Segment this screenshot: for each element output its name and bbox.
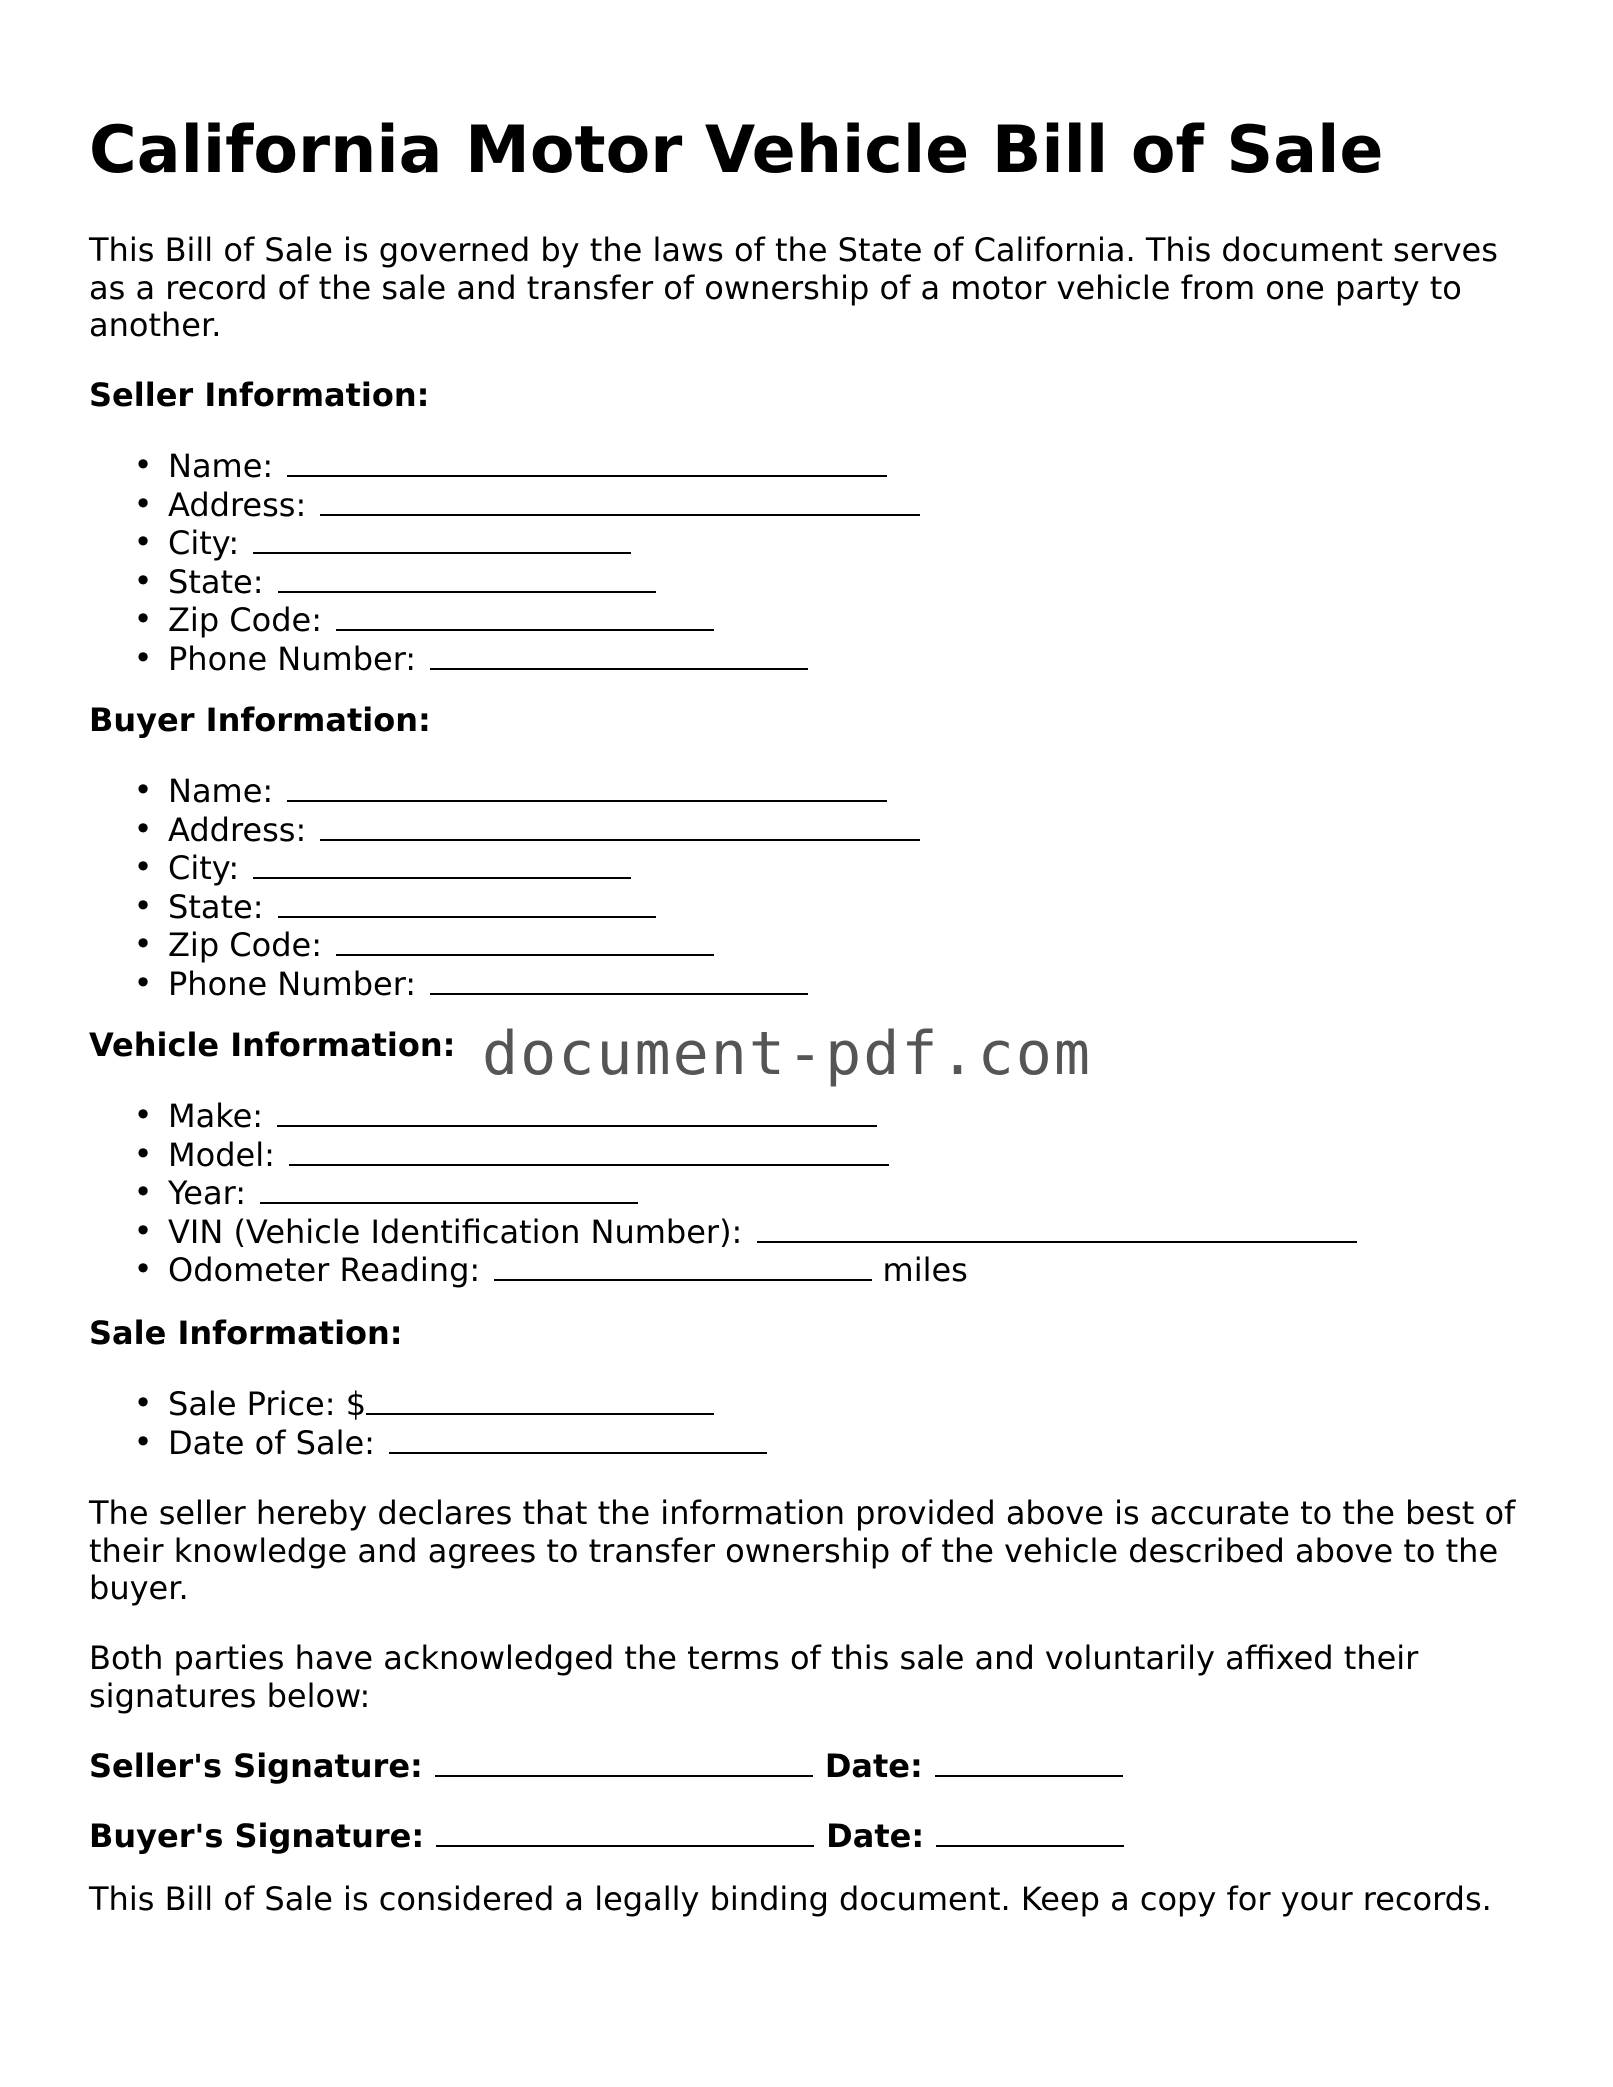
seller-phone-field[interactable]: [430, 640, 808, 670]
vehicle-make-field[interactable]: [277, 1097, 877, 1127]
buyer-zip-field[interactable]: [336, 926, 714, 956]
sale-section-heading: Sale Information:: [89, 1314, 403, 1352]
list-item: • Address:: [89, 486, 920, 525]
seller-address-field[interactable]: [320, 486, 920, 516]
buyer-date-label: Date:: [826, 1817, 925, 1855]
seller-name-field[interactable]: [287, 447, 887, 477]
seller-state-field[interactable]: [278, 563, 656, 593]
list-item: • Model:: [89, 1136, 1357, 1175]
vehicle-odometer-field[interactable]: [494, 1251, 872, 1281]
buyer-city-field[interactable]: [253, 849, 631, 879]
list-item: • City:: [89, 524, 920, 563]
buyer-address-field[interactable]: [320, 811, 920, 841]
list-item: • Year:: [89, 1174, 1357, 1213]
seller-date-field[interactable]: [935, 1747, 1123, 1777]
list-item: • Phone Number:: [89, 640, 920, 679]
odometer-unit: miles: [882, 1251, 968, 1289]
vehicle-year-field[interactable]: [260, 1174, 638, 1204]
watermark-text: document-pdf.com: [482, 1019, 1092, 1089]
seller-signature-field[interactable]: [435, 1747, 813, 1777]
seller-signature-label: Seller's Signature:: [89, 1747, 423, 1785]
list-item: • Odometer Reading: miles: [133, 1250, 968, 1289]
vehicle-field-list: [89, 1097, 1357, 1290]
buyer-phone-field[interactable]: [430, 965, 808, 995]
list-item: • Date of Sale:: [89, 1424, 767, 1463]
intro-paragraph: This Bill of Sale is governed by the laws of the State of California. This document serves as a record of the sale and transfer of ownership of a motor vehicle from one party to another.: [89, 231, 1498, 344]
list-item: • City:: [89, 849, 920, 888]
acknowledgement-paragraph: Both parties have acknowledged the terms of this sale and voluntarily affixed their signatures below:: [89, 1639, 1419, 1715]
buyer-field-list: [89, 772, 920, 1003]
list-item: • State:: [89, 563, 920, 602]
list-item: • Zip Code:: [89, 601, 920, 640]
list-item: • Phone Number:: [89, 965, 920, 1004]
list-item: • VIN (Vehicle Identification Number):: [89, 1213, 1357, 1252]
document-title: California Motor Vehicle Bill of Sale: [89, 113, 1384, 188]
buyer-name-field[interactable]: [287, 772, 887, 802]
seller-city-field[interactable]: [253, 524, 631, 554]
list-item: • Name:: [89, 772, 920, 811]
vehicle-model-field[interactable]: [289, 1136, 889, 1166]
sale-price-field[interactable]: [366, 1385, 714, 1415]
declaration-paragraph: The seller hereby declares that the information provided above is accurate to the best of their knowledge and agrees to transfer ownership of the vehicle described above to the buyer.: [89, 1494, 1516, 1607]
seller-zip-field[interactable]: [336, 601, 714, 631]
seller-field-list: [89, 447, 920, 678]
seller-date-label: Date:: [824, 1747, 923, 1785]
closing-paragraph: This Bill of Sale is considered a legally binding document. Keep a copy for your records.: [89, 1880, 1492, 1918]
vehicle-section-heading: Vehicle Information:: [89, 1026, 456, 1064]
list-item: • Make:: [89, 1097, 1357, 1136]
buyer-section-heading: Buyer Information:: [89, 701, 431, 739]
list-item: • State:: [89, 888, 920, 927]
buyer-signature-line: [89, 1817, 1136, 1856]
sale-date-field[interactable]: [389, 1424, 767, 1454]
buyer-state-field[interactable]: [278, 888, 656, 918]
list-item: • Sale Price: $: [89, 1385, 767, 1424]
seller-signature-line: [89, 1747, 1135, 1786]
buyer-signature-field[interactable]: [436, 1817, 814, 1847]
list-item: • Address:: [89, 811, 920, 850]
sale-field-list: [89, 1385, 767, 1462]
list-item: • Name:: [89, 447, 920, 486]
list-item: • Zip Code:: [89, 926, 920, 965]
vehicle-vin-field[interactable]: [757, 1213, 1357, 1243]
buyer-date-field[interactable]: [936, 1817, 1124, 1847]
seller-section-heading: Seller Information:: [89, 376, 430, 414]
buyer-signature-label: Buyer's Signature:: [89, 1817, 425, 1855]
